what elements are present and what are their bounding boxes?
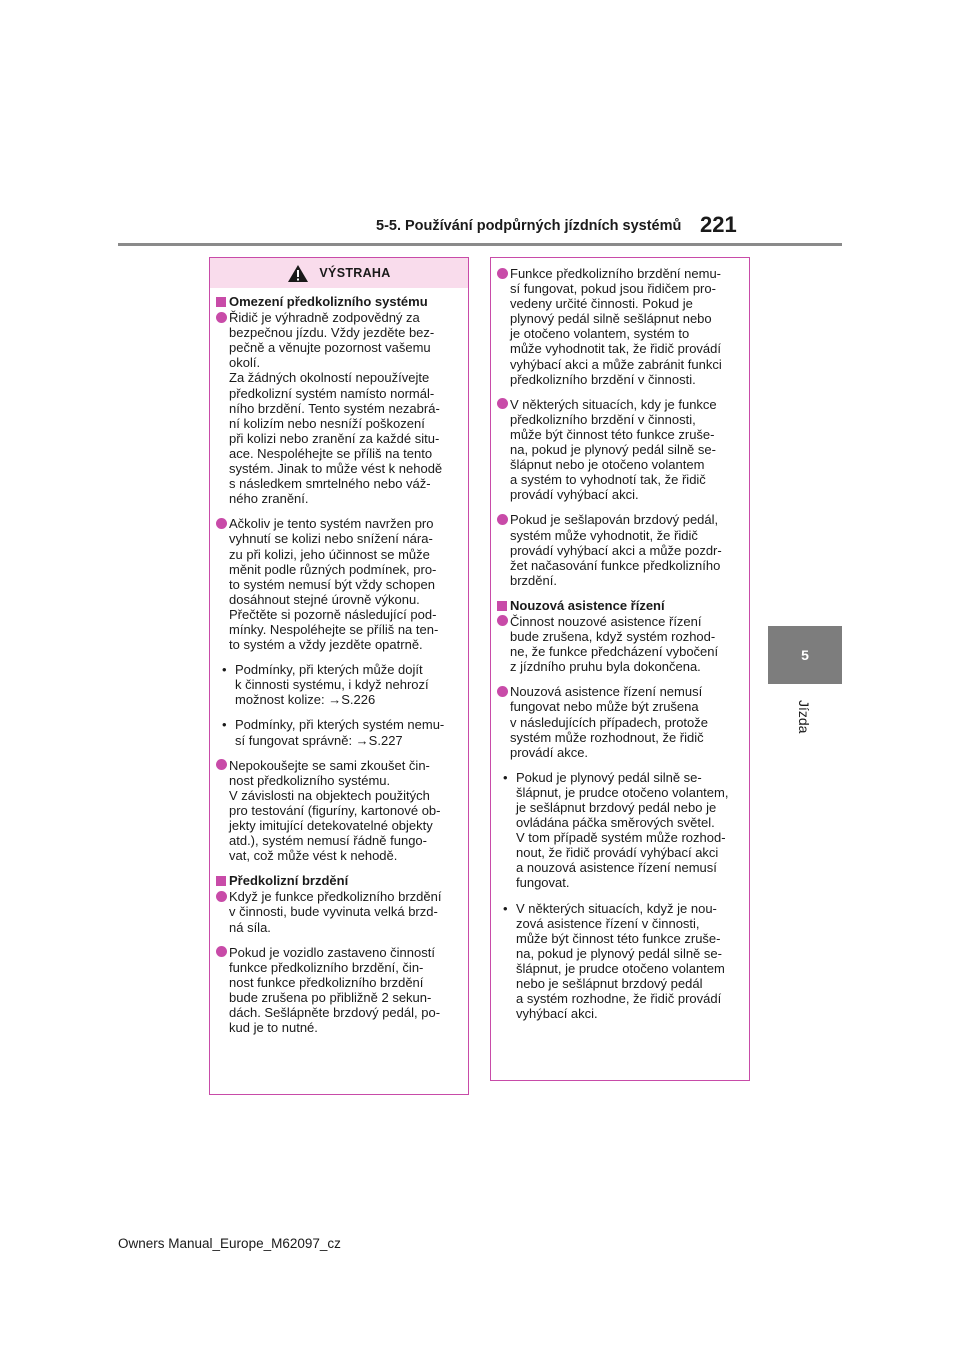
chapter-label: Jízda [796, 700, 812, 734]
bullet-dot-icon [497, 514, 508, 525]
bullet-dot-icon [216, 312, 227, 323]
warning-paragraph: Nouzová asistence řízení nemusí fungovat nebo může být zrušena v následujících případech, protože systém může rozhodnout, že řidič provádí akce. [497, 684, 744, 759]
warning-paragraph: Řidič je výhradně zodpovědný za bezpečnou jízdu. Vždy jezděte bez- pečně a věnujte pozornost vašemu okolí. Za žádných okolností nepoužívejte předkolizní systém namísto normál- ního brzdění. Tento systém nezabrá- ní kolizím nebo nesníží poškození při kolizi nebo zranění za každé situ- ace. Nespoléhejte se příliš na tento systém. Jinak to může vést k nehodě s následkem smrtelného nebo váž- ného zranění. [216, 310, 463, 506]
warning-heading: VÝSTRAHA [319, 266, 391, 280]
list-item: • Podmínky, při kterých může dojít k činnosti systému, i když nehrozí možnost kolize: →S.226 [222, 662, 429, 708]
bullet-dot-icon [497, 268, 508, 279]
warning-paragraph: Činnost nouzové asistence řízení bude zrušena, když systém rozhod- ne, že funkce předcházení vybočení z jízdního pruhu byla dokončena. [497, 614, 744, 674]
square-bullet-icon [497, 601, 507, 611]
bullet-dot-icon [216, 759, 227, 770]
warning-paragraph: Funkce předkolizního brzdění nemu- sí fungovat, pokud jsou řidičem pro- vedeny určité činnosti. Pokud je plynový pedál silně sešlápnut nebo je otočeno volantem, systém to může vyhodnotit tak, že řidič provádí vyhýbací akci a může zabránit funkci předkolizního brzdění v činnosti. [497, 266, 744, 387]
list-dot-icon: • [503, 900, 508, 916]
warning-triangle-icon [287, 264, 309, 283]
warning-paragraph: Ačkoliv je tento systém navržen pro vyhnutí se kolizi nebo snížení nára- zu při kolizi, jeho účinnost se může měnit podle různých podmínek, pro- to systém nemusí být vždy schopen dosáhnout stejné úrovně výkonu. Přečtěte si pozorně následující pod- mínky. Nespoléhejte se příliš na ten- to systém a vždy jezděte opatrně. [216, 516, 463, 652]
list-dot-icon: • [503, 769, 508, 785]
section-header-title: 5-5. Používání podpůrných jízdních systémů [376, 218, 682, 234]
list-item: • V některých situacích, když je nou- zová asistence řízení v činnosti, může být činnost této funkce zruše- na, pokud je plynový pedál silně se- šlápnut, je prudce otočeno volantem nebo je sešlápnut brzdový pedál a systém rozhodne, že řidič provádí vyhýbací akci. [503, 900, 725, 1022]
warning-paragraph: Pokud je sešlapován brzdový pedál, systém může vyhodnotit, že řidič provádí vyhýbací akci a může pozdr- žet načasování funkce předkolizního brzdění. [497, 512, 744, 587]
bullet-dot-icon [216, 891, 227, 902]
list-item: • Podmínky, při kterých systém nemu- sí fungovat správně: →S.227 [222, 717, 445, 748]
bullet-dot-icon [216, 946, 227, 957]
bullet-dot-icon [497, 398, 508, 409]
warning-paragraph: Nepokoušejte se sami zkoušet čin- nost předkolizního systému. V závislosti na objektech použitých pro testování (figuríny, kartonové ob- jekty imitující detekovatelné objekty atd.), systém nemusí řádně fungo- vat, což může vést k nehodě. [216, 758, 463, 864]
header-divider [118, 243, 842, 246]
bullet-dot-icon [497, 686, 508, 697]
square-bullet-icon [216, 297, 226, 307]
section-heading: Nouzová asistence řízení [497, 598, 744, 613]
page-number: 221 [700, 212, 737, 237]
bullet-dot-icon [497, 615, 508, 626]
warning-header [210, 258, 468, 288]
warning-box-left [209, 257, 469, 1095]
footer-text: Owners Manual_Europe_M62097_cz [118, 1236, 341, 1251]
list-dot-icon: • [222, 662, 227, 678]
section-heading: Předkolizní brzdění [216, 873, 463, 888]
chapter-tab: 5 [768, 626, 842, 684]
warning-box-right [490, 257, 750, 1081]
bullet-dot-icon [216, 518, 227, 529]
section-heading: Omezení předkolizního systému [216, 294, 463, 309]
square-bullet-icon [216, 876, 226, 886]
warning-paragraph: Když je funkce předkolizního brzdění v činnosti, bude vyvinuta velká brzd- ná síla. [216, 889, 463, 934]
list-item: • Pokud je plynový pedál silně se- šlápnut, je prudce otočeno volantem, je sešlápnut brzdový pedál nebo je ovládána páčka směrových světel. V tom případě systém může rozhod- nout, že řidič provádí vyhýbací akci a nouzová asistence řízení nemusí fungovat. [503, 769, 729, 891]
warning-paragraph: Pokud je vozidlo zastaveno činností funkce předkolizního brzdění, čin- nost funkce předkolizního brzdění bude zrušena po přibližně 2 sekun- dách. Sešlápněte brzdový pedál, po- kud je to nutné. [216, 945, 463, 1036]
warning-paragraph: V některých situacích, kdy je funkce předkolizního brzdění v činnosti, může být činnost této funkce zruše- na, pokud je plynový pedál silně se- šlápnut nebo je otočeno volantem a systém to vyhodnotí tak, že řidič provádí vyhýbací akci. [497, 397, 744, 503]
list-dot-icon: • [222, 717, 227, 733]
